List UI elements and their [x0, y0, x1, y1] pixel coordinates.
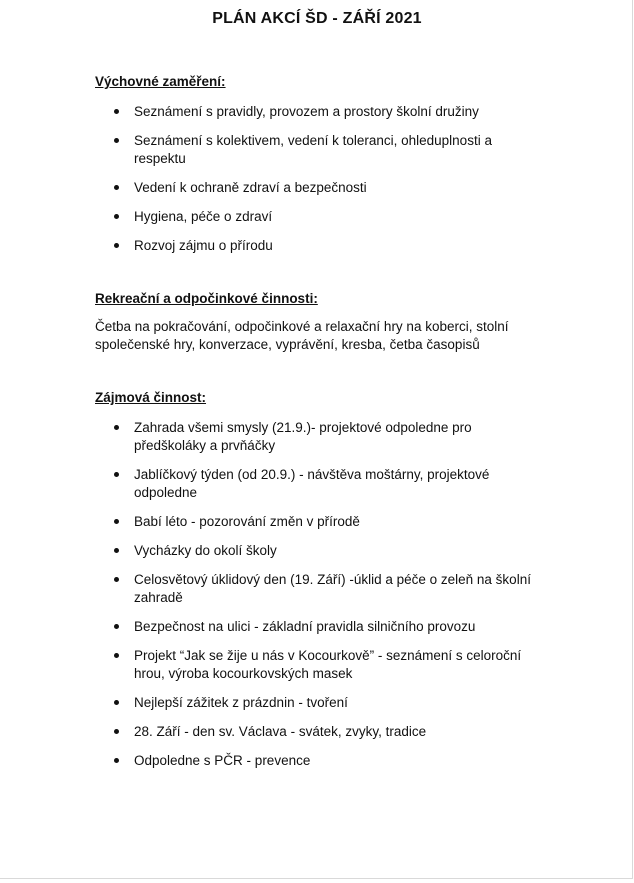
list-zajmova [95, 419, 535, 770]
section-paragraph-rekreacni: Četba na pokračování, odpočinkové a relaxační hry na koberci, stolní společenské hry, konverzace, vyprávění, kresba, četba časopisů [95, 319, 509, 352]
list-item: Hygiena, péče o zdraví [95, 208, 535, 226]
section-heading-rekreacni: Rekreační a odpočinkové činnosti: [95, 291, 318, 306]
list-item: Seznámení s kolektivem, vedení k toleranci, ohleduplnosti a respektu [95, 132, 535, 168]
list-item: Seznámení s pravidly, provozem a prostory školní družiny [95, 103, 535, 121]
list-item: Projekt “Jak se žije u nás v Kocourkově” - seznámení s celoroční hrou, výroba kocourkovských masek [95, 647, 535, 683]
list-item: Babí léto - pozorování změn v přírodě [95, 513, 535, 531]
list-vychovne [95, 103, 535, 255]
section-heading-vychovne: Výchovné zaměření: [95, 74, 226, 89]
list-item: Vedení k ochraně zdraví a bezpečnosti [95, 179, 535, 197]
page-title: PLÁN AKCÍ ŠD - ZÁŘÍ 2021 [212, 10, 422, 27]
list-item: Celosvětový úklidový den (19. Září) -úklid a péče o zeleň na školní zahradě [95, 571, 535, 607]
list-item: Nejlepší zážitek z prázdnin - tvoření [95, 694, 535, 712]
list-item: Zahrada všemi smysly (21.9.)- projektové odpoledne pro předškoláky a prvňáčky [95, 419, 535, 455]
section-heading-zajmova: Zájmová činnost: [95, 390, 207, 405]
list-item: Rozvoj zájmu o přírodu [95, 237, 535, 255]
list-item: Odpoledne s PČR - prevence [95, 752, 535, 770]
list-item: Vycházky do okolí školy [95, 542, 535, 560]
list-item: Jablíčkový týden (od 20.9.) - návštěva moštárny, projektové odpoledne [95, 466, 535, 502]
list-item: Bezpečnost na ulici - základní pravidla silničního provozu [95, 618, 535, 636]
list-item: 28. Září - den sv. Václava - svátek, zvyky, tradice [95, 723, 535, 741]
